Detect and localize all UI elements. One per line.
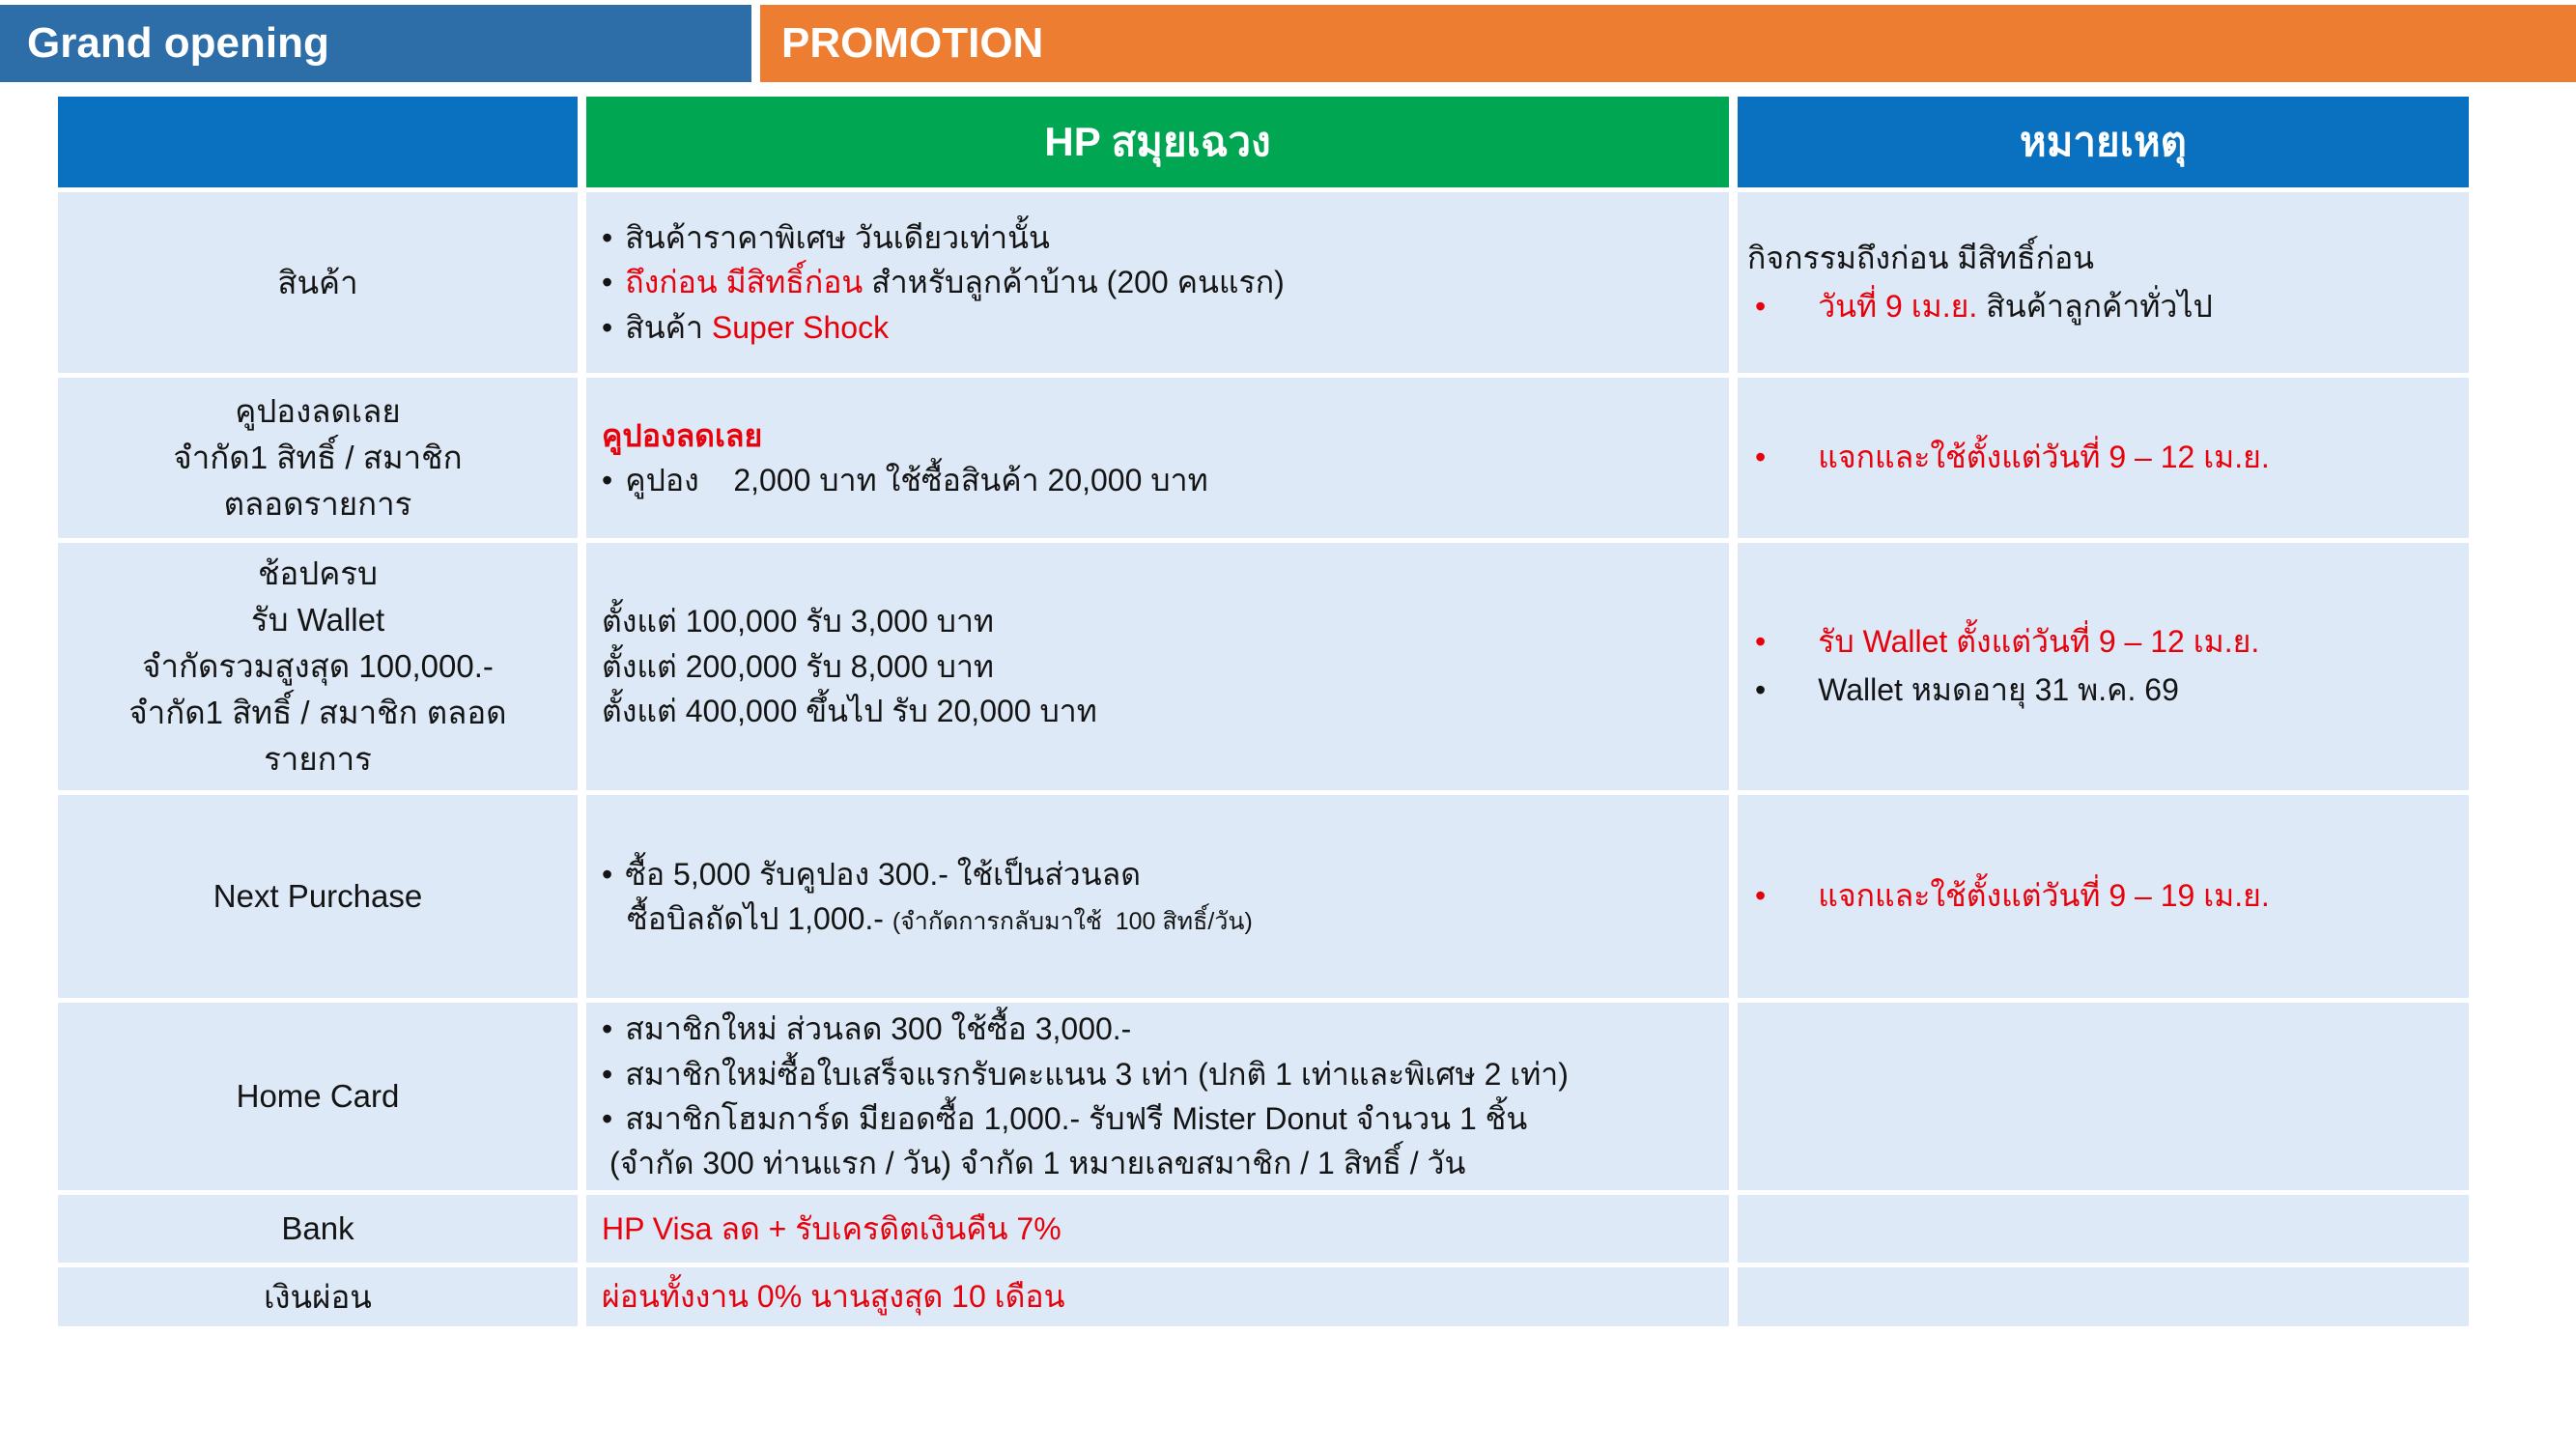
row-content-cell bbox=[586, 795, 1729, 998]
text-line bbox=[602, 852, 1717, 896]
bullet-icon: • bbox=[602, 856, 613, 892]
text-segment: แจกและใช้ตั้งแต่วันที่ 9 – 19 เม.ย. bbox=[1818, 878, 2270, 914]
label-line: จำกัด1 สิทธิ์ / สมาชิก ตลอด bbox=[128, 694, 507, 730]
text-segment: แจกและใช้ตั้งแต่วันที่ 9 – 12 เม.ย. bbox=[1818, 440, 2270, 475]
row-content-cell bbox=[586, 543, 1729, 790]
bullet-icon: • bbox=[602, 1101, 613, 1136]
text-line bbox=[602, 1096, 1717, 1141]
text-segment: ตั้งแต่ 400,000 ขึ้นไป รับ 20,000 บาท bbox=[602, 694, 1097, 729]
label-line: Home Card bbox=[236, 1078, 400, 1115]
text-segment: คูปองลดเลย bbox=[602, 417, 763, 453]
bullet-icon: • bbox=[602, 265, 613, 300]
label-line: คูปองลดเลย bbox=[235, 393, 401, 430]
row-label-cell bbox=[58, 192, 578, 373]
row-content-cell bbox=[586, 192, 1729, 373]
text-line bbox=[602, 1274, 1717, 1319]
text-segment: คูปอง 2,000 บาท ใช้ซื้อสินค้า 20,000 บาท bbox=[625, 463, 1208, 497]
text-segment: สำหรับลูกค้าบ้าน (200 คนแรก) bbox=[863, 265, 1285, 300]
text-segment: สมาชิกใหม่ ส่วนลด 300 ใช้ซื้อ 3,000.- bbox=[625, 1011, 1132, 1047]
label-line: รับ Wallet bbox=[250, 602, 385, 639]
row-note-cell bbox=[1738, 1195, 2469, 1263]
bullet-icon: • bbox=[1755, 672, 1767, 707]
text-segment: ซื้อบิลถัดไป 1,000.- bbox=[627, 901, 892, 936]
text-line bbox=[602, 644, 1717, 689]
row-label-cell bbox=[58, 378, 578, 538]
label-line: Next Purchase bbox=[212, 878, 423, 915]
row-note-cell bbox=[1738, 1003, 2469, 1190]
text-segment: สินค้า bbox=[625, 309, 712, 345]
text-segment: ตั้งแต่ 100,000 รับ 3,000 บาท bbox=[602, 604, 994, 639]
bullet-icon: • bbox=[602, 309, 613, 345]
row-note-cell bbox=[1738, 378, 2469, 538]
bullet-icon: • bbox=[1755, 878, 1767, 914]
grand-opening-banner bbox=[0, 5, 751, 82]
label-line: เงินผ่อน bbox=[264, 1278, 372, 1315]
promotion-table bbox=[58, 97, 2469, 1326]
text-line bbox=[602, 689, 1717, 733]
row-note-cell bbox=[1738, 1267, 2469, 1326]
row-label-cell bbox=[58, 1195, 578, 1263]
bullet-icon: • bbox=[1755, 288, 1767, 324]
label-line: จำกัดรวมสูงสุด 100,000.- bbox=[142, 648, 494, 685]
text-line bbox=[602, 896, 1717, 941]
row-note-cell bbox=[1738, 192, 2469, 373]
bullet-icon: • bbox=[1755, 440, 1767, 475]
text-segment: สินค้าราคาพิเศษ วันเดียวเท่านั้น bbox=[625, 219, 1050, 255]
text-line bbox=[602, 215, 1717, 260]
label-line: ช้อปครบ bbox=[258, 555, 378, 592]
row-label-cell bbox=[58, 1267, 578, 1326]
header-notes-label: หมายเหตุ bbox=[2020, 119, 2187, 164]
text-segment: Wallet หมดอายุ 31 พ.ค. 69 bbox=[1818, 672, 2179, 707]
row-content-cell bbox=[586, 1267, 1729, 1326]
row-label-cell bbox=[58, 1003, 578, 1190]
text-segment: กิจกรรมถึงก่อน มีสิทธิ์ก่อน bbox=[1747, 240, 2095, 275]
header-cell-product bbox=[58, 97, 578, 187]
text-segment: ผ่อนทั้งงาน 0% นานสูงสุด 10 เดือน bbox=[602, 1279, 1065, 1315]
text-line bbox=[602, 458, 1717, 502]
text-line bbox=[1747, 667, 2459, 715]
text-segment: สมาชิกใหม่ซื้อใบเสร็จแรกรับคะแนน 3 เท่า (ปกติ 1 เท่าและพิเศษ 2 เท่า) bbox=[625, 1056, 1569, 1092]
text-line bbox=[602, 599, 1717, 643]
label-line: ตลอดรายการ bbox=[223, 485, 412, 522]
text-line bbox=[1747, 872, 2459, 921]
bullet-icon: • bbox=[602, 219, 613, 255]
label-line: Bank bbox=[281, 1210, 354, 1247]
text-segment: ตั้งแต่ 200,000 รับ 8,000 บาท bbox=[602, 648, 994, 684]
text-line bbox=[602, 260, 1717, 304]
label-line: รายการ bbox=[264, 740, 372, 777]
text-segment: Super Shock bbox=[711, 309, 890, 345]
text-segment: HP Visa ลด + รับเครดิตเงินคืน 7% bbox=[602, 1210, 1062, 1246]
text-segment: (จำกัดการกลับมาใช้ 100 สิทธิ์/วัน) bbox=[892, 908, 1253, 935]
header-store-label: HP สมุยเฉวง bbox=[1044, 119, 1271, 164]
bullet-icon: • bbox=[602, 1011, 613, 1047]
label-line: สินค้า bbox=[277, 264, 358, 300]
text-segment: สินค้าลูกค้าทั่วไป bbox=[1977, 288, 2213, 324]
grand-opening-label: Grand opening bbox=[27, 19, 329, 67]
header-cell-store bbox=[586, 97, 1729, 187]
text-line bbox=[602, 1141, 1717, 1185]
row-note-cell bbox=[1738, 795, 2469, 998]
text-line bbox=[602, 305, 1717, 350]
row-content-cell bbox=[586, 1195, 1729, 1263]
text-line bbox=[1747, 235, 2459, 283]
text-line bbox=[602, 1007, 1717, 1051]
label-line: จำกัด1 สิทธิ์ / สมาชิก bbox=[173, 440, 463, 476]
header-cell-notes bbox=[1738, 97, 2469, 187]
text-segment: ถึงก่อน มีสิทธิ์ก่อน bbox=[625, 265, 863, 300]
text-line bbox=[602, 413, 1717, 458]
row-content-cell bbox=[586, 378, 1729, 538]
row-note-cell bbox=[1738, 543, 2469, 790]
text-segment: วันที่ 9 เม.ย. bbox=[1818, 288, 1978, 324]
text-line bbox=[1747, 618, 2459, 667]
text-segment: (จำกัด 300 ท่านแรก / วัน) จำกัด 1 หมายเลขสมาชิก / 1 สิทธิ์ / วัน bbox=[609, 1146, 1466, 1181]
row-content-cell bbox=[586, 1003, 1729, 1190]
bullet-icon: • bbox=[602, 463, 613, 497]
text-line bbox=[1747, 283, 2459, 331]
text-line bbox=[1747, 434, 2459, 482]
text-segment: ซื้อ 5,000 รับคูปอง 300.- ใช้เป็นส่วนลด bbox=[625, 856, 1142, 892]
text-line bbox=[602, 1052, 1717, 1096]
bullet-icon: • bbox=[602, 1056, 613, 1092]
text-segment: สมาชิกโฮมการ์ด มียอดซื้อ 1,000.- รับฟรี Mister Donut จำนวน 1 ชิ้น bbox=[625, 1101, 1528, 1136]
row-label-cell bbox=[58, 543, 578, 790]
promotion-label: PROMOTION bbox=[781, 19, 1044, 67]
bullet-icon: • bbox=[1755, 624, 1767, 660]
text-line bbox=[602, 1207, 1717, 1251]
promotion-banner bbox=[760, 5, 2576, 82]
row-label-cell bbox=[58, 795, 578, 998]
text-segment: รับ Wallet ตั้งแต่วันที่ 9 – 12 เม.ย. bbox=[1818, 624, 2260, 660]
